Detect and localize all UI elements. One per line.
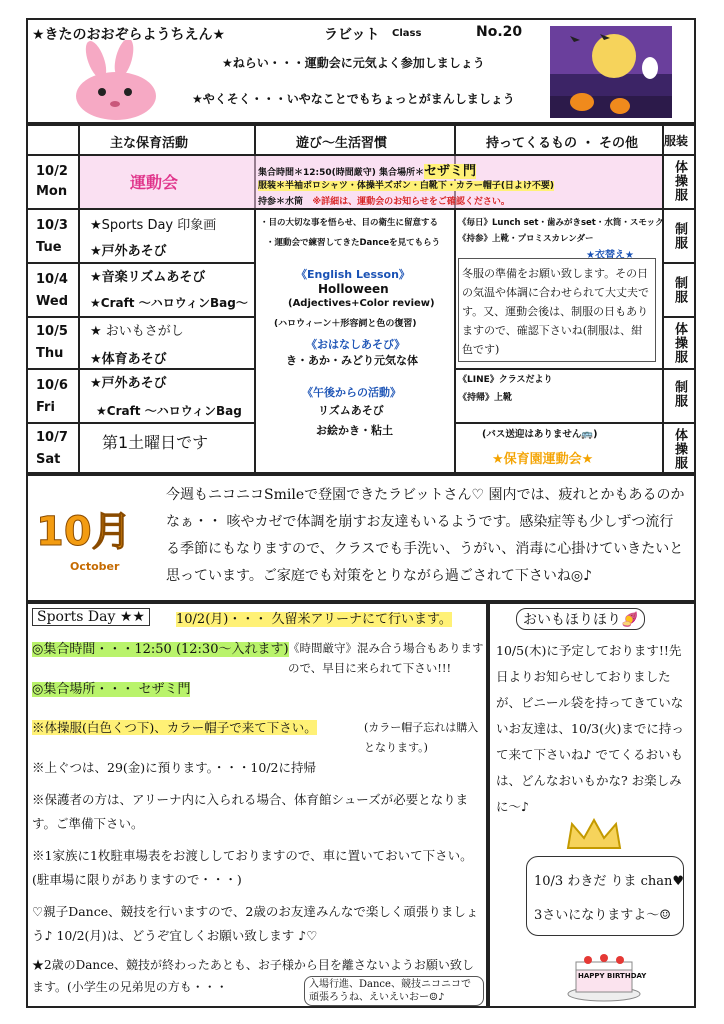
halloween-picture <box>550 26 672 118</box>
change-text: 冬服の準備をお願い致します。その日の気温や体調に合わせられて大丈夫です。又、運動会後は、制服の日もありますので、確認下さいね(制服は、紺色です) <box>462 267 649 356</box>
nursery-sportsday: ★保育園運動会★ <box>492 452 594 467</box>
note-cheer: 入場行進、Dance、競技ニコニコで頑張ろうね、えいえいおー☺♪ <box>304 976 484 1006</box>
col-activity: 主な保育活動 <box>110 136 189 151</box>
col-bring: 持ってくるもの ・ その他 <box>486 136 639 151</box>
activity-5a: ★戸外あそび <box>90 376 167 391</box>
date-4: 10/5 <box>36 324 68 339</box>
note-dance: ♡親子Dance、競技を行いますので、2歳のお友達みんなで楽しく頑張りましょう♪ 10/2(月)は、どうぞ宜しくお願い致します ♪♡ <box>32 904 479 943</box>
date-2: 10/3 <box>36 218 68 233</box>
class-label: ラビット <box>324 27 380 43</box>
imo-text: 10/5(木)に予定しております!!先日よりお知らせしておりましたが、ビニール袋を持ってきていないお友達は、10/3(火)までに持って来て下さいね♪ でてくるおいもは、どんなおいもかな? お楽しみに～♪ <box>496 643 684 814</box>
birthday-name: 10/3 わきだ りま chan♥ <box>534 874 685 889</box>
imo-title: おいもほりほり🍠 <box>516 608 645 630</box>
english-title: Holloween <box>318 282 389 296</box>
english-sub: (Adjectives+Color review) <box>288 298 435 309</box>
rabbit-illustration <box>66 40 176 122</box>
dow-4: Thu <box>36 346 64 361</box>
dow-3: Wed <box>36 294 68 309</box>
october-badge <box>36 490 156 590</box>
activity-3a: ★音楽リズムあそび <box>90 270 206 285</box>
uniform-1: 体操服 <box>672 160 687 202</box>
mon-info-2: 服装＊半袖ポロシャツ・体操半ズボン・白靴下・カラー帽子(日よけ不要) <box>258 181 555 191</box>
crown-icon <box>564 818 624 852</box>
bring-home: 《持帰》上靴 <box>458 393 513 403</box>
month-english: October <box>70 560 120 573</box>
dow-1: Mon <box>36 184 68 199</box>
afternoon-head: 《午後からの活動》 <box>302 386 401 399</box>
birthday-age: 3さいになりますよ～☺ <box>534 908 671 923</box>
bus-note: (バス送迎はありません🚌) <box>482 429 598 440</box>
uniform-4: 体操服 <box>672 322 687 364</box>
activity-2b: ★戸外あそび <box>90 244 167 259</box>
date-3: 10/4 <box>36 272 68 287</box>
dow-2: Tue <box>36 240 62 255</box>
bring-line: 《LINE》クラスだより <box>458 375 553 385</box>
col-play: 遊び～生活習慣 <box>296 136 388 151</box>
play-2: ・運動会で練習してきたDanceを見てもらう <box>266 238 441 248</box>
activity-sportsday: 運動会 <box>130 173 179 192</box>
mon-info-1: 集合時間＊12:50(時間厳守) 集合場所＊セザミ門 <box>258 164 477 179</box>
activity-2a: ★Sports Day 印象画 <box>90 218 217 233</box>
song-head: 《おはなしあそび》 <box>306 338 406 351</box>
afternoon-2: お絵かき・粘土 <box>316 424 393 437</box>
sportsday-when: 10/2(月)・・・ 久留米アリーナにて行います。 <box>176 612 452 627</box>
afternoon-1: リズムあそび <box>318 404 384 417</box>
date-1: 10/2 <box>36 164 68 179</box>
english-jp: (ハロウィーン＋形容詞と色の復習) <box>274 319 417 329</box>
play-1: ・目の大切な事を悟らせ、目の衛生に留意する <box>260 218 438 228</box>
uniform-6: 体操服 <box>672 428 687 470</box>
gather-note: 《時間厳守》混み合う場合もありますので、早目に来られて下さい!!! <box>288 641 484 675</box>
bring-carry: 《持参》上靴・プロミスカレンダー <box>458 234 594 244</box>
cake-text: HAPPY BIRTHDAY <box>578 972 647 980</box>
note-parents: ※保護者の方は、アリーナ内に入られる場合、体育館シューズが必要となります。ご準備下さい。 <box>32 792 469 831</box>
note-parking: ※1家族に1枚駐車場表をお渡ししておりますので、車に置いておいて下さい。(駐車場に限りがありますので・・・) <box>32 848 473 887</box>
newsletter-page <box>26 18 696 1008</box>
goal-aim: ★ねらい・・・運動会に元気よく参加しましょう <box>222 56 485 70</box>
school-name: ★きたのおおぞらようちえん★ <box>32 27 226 43</box>
uniform-3: 制服 <box>672 276 687 304</box>
note-watch: ★2歳のDance、競技が終わったあとも、お子様から目を離さないようお願い致します。(小学生の兄弟児の方も・・・ <box>32 958 474 994</box>
date-5: 10/6 <box>36 378 68 393</box>
col-uniform: 服装 <box>664 134 689 148</box>
gather-place: ◎集合場所・・・ セザミ門 <box>32 682 191 697</box>
song-name: き・あか・みどり元気な体 <box>286 354 418 367</box>
note-shoes: ※上ぐつは、29(金)に預ります。・・・10/2に持帰 <box>32 760 316 775</box>
activity-4a: ★ おいもさがし <box>90 324 184 339</box>
dow-5: Fri <box>36 400 55 415</box>
birthday-box <box>526 856 684 936</box>
message-text: 今週もニコニコSmileで登園できたラビットさん♡ 園内では、疲れとかもあるのかなぁ・・ 咳やカゼで体調を崩すお友達もいるようです。感染症等も少しずつ流行る季節にもなりますので、クラスでも手洗い、うがい、消毒に心掛けていきたいと思っています。ご家庭でも対策をとりながら過ごされて下さいね◎♪ <box>166 487 685 584</box>
gather-time: ◎集合時間・・・12:50 (12:30～入れます) <box>32 642 289 657</box>
activity-4b: ★体育あそび <box>90 352 167 367</box>
issue-number: No.20 <box>476 24 523 40</box>
bring-daily: 《毎日》Lunch set・歯みがきset・水筒・スモック <box>458 218 664 228</box>
mon-info-3: 持参＊水筒 ※詳細は、運動会のお知らせをご確認ください。 <box>258 197 510 207</box>
uniform-5: 制服 <box>672 380 687 408</box>
class-word: Class <box>392 28 422 39</box>
activity-6a: 第1土曜日です <box>102 433 209 452</box>
activity-3b: ★Craft ～ハロウィンBag～ <box>90 296 248 310</box>
activity-5b: ★Craft ～ハロウィンBag <box>96 404 242 418</box>
dow-6: Sat <box>36 452 61 467</box>
note-uniform: ※体操服(白色くつ下)、カラー帽子で来て下さい。 <box>32 720 317 735</box>
change-head: ★衣替え★ <box>586 250 634 261</box>
sportsday-title: Sports Day ★★ <box>32 608 150 626</box>
uniform-2: 制服 <box>672 222 687 250</box>
month-title: 10月 <box>36 509 132 555</box>
goal-promise: ★やくそく・・・いやなことでもちょっとがまんしましょう <box>192 92 515 106</box>
english-head: 《English Lesson》 <box>296 268 410 281</box>
date-6: 10/7 <box>36 430 68 445</box>
note-uniform-2: (カラー帽子忘れは購入となります。) <box>364 721 479 754</box>
